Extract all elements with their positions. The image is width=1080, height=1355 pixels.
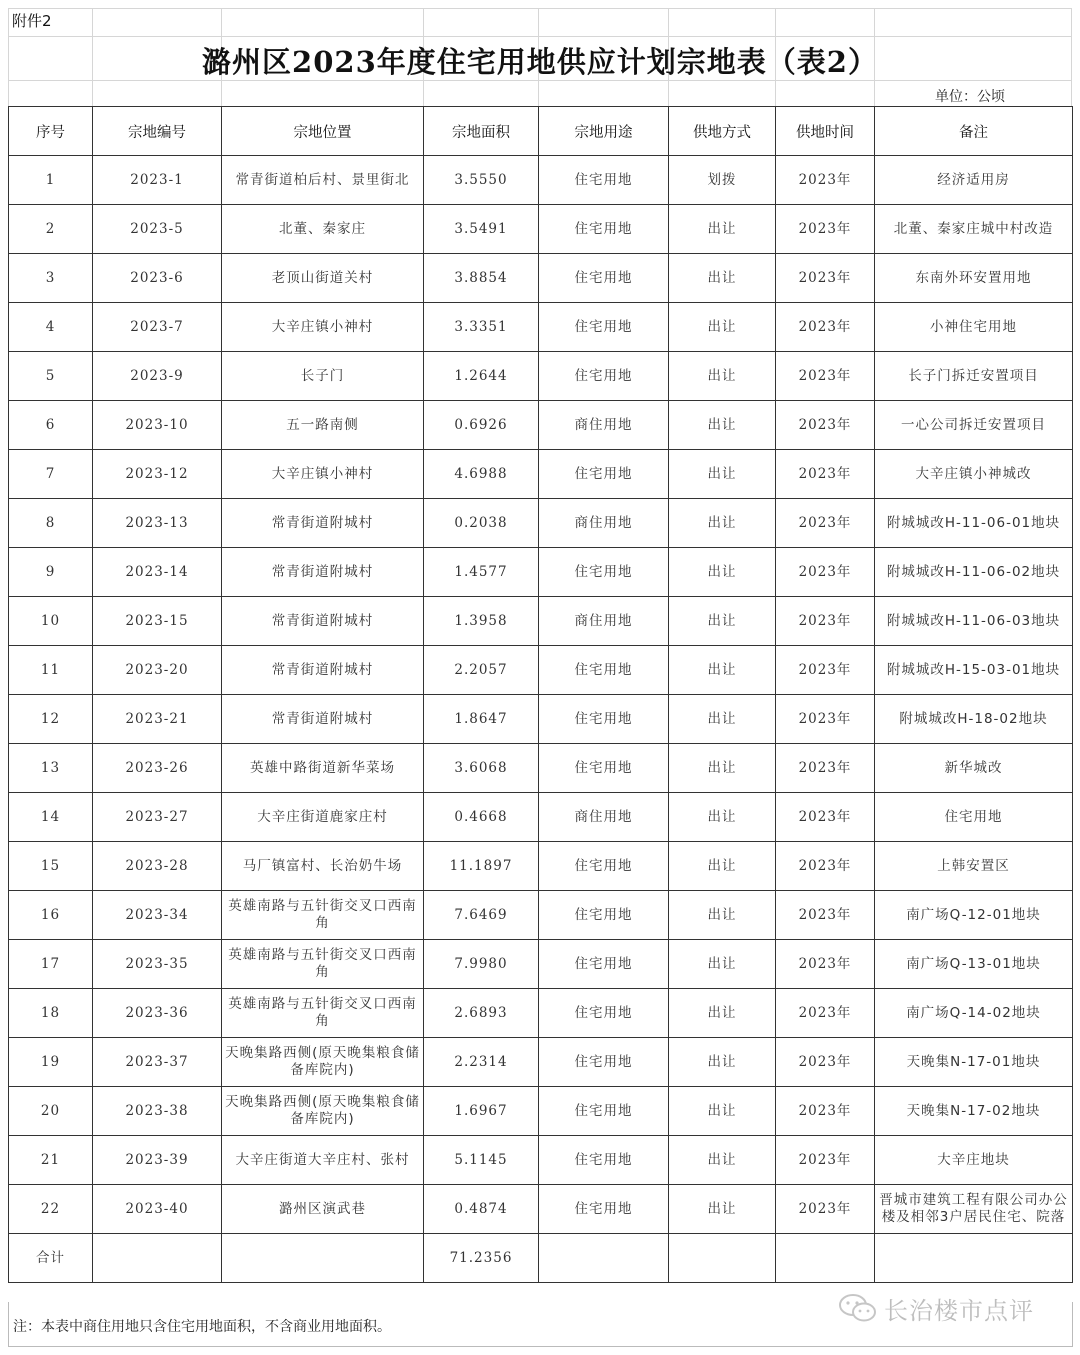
cell-area: 0.2038 [424,499,539,548]
cell-index: 10 [9,597,93,646]
cell-supply-time: 2023年 [776,548,875,597]
wechat-icon [838,1293,878,1323]
cell-parcel-id: 2023-15 [93,597,222,646]
cell-index: 4 [9,303,93,352]
cell-remarks: 经济适用房 [875,156,1073,205]
cell-supply-method: 出让 [669,1136,776,1185]
cell-index: 12 [9,695,93,744]
cell-location: 英雄南路与五针街交叉口西南角 [222,989,424,1038]
attachment-label: 附件2 [12,12,52,30]
cell-use: 住宅用地 [539,254,669,303]
cell-supply-method: 出让 [669,842,776,891]
cell-location: 常青街道附城村 [222,548,424,597]
cell-location: 常青街道附城村 [222,695,424,744]
table-row [9,597,1073,646]
total-row [9,1234,1073,1283]
cell-supply-time: 2023年 [776,499,875,548]
cell-supply-method: 出让 [669,597,776,646]
table-row [9,793,1073,842]
cell-index: 6 [9,401,93,450]
cell-location: 常青街道附城村 [222,499,424,548]
cell-area: 3.6068 [424,744,539,793]
cell-supply-method: 划拨 [669,156,776,205]
cell-area: 11.1897 [424,842,539,891]
total-empty-cell [669,1234,776,1283]
cell-parcel-id: 2023-1 [93,156,222,205]
cell-area: 7.6469 [424,891,539,940]
table-row [9,1136,1073,1185]
cell-remarks: 附城城改H-15-03-01地块 [875,646,1073,695]
cell-supply-time: 2023年 [776,450,875,499]
cell-parcel-id: 2023-35 [93,940,222,989]
cell-area: 1.3958 [424,597,539,646]
table-row [9,695,1073,744]
table-row [9,548,1073,597]
unit-label: 单位：公顷 [935,89,1005,105]
cell-supply-time: 2023年 [776,205,875,254]
cell-area: 1.2644 [424,352,539,401]
cell-location: 大辛庄镇小神村 [222,450,424,499]
cell-area: 0.4874 [424,1185,539,1234]
cell-supply-method: 出让 [669,793,776,842]
cell-location: 英雄南路与五针街交叉口西南角 [222,940,424,989]
cell-parcel-id: 2023-39 [93,1136,222,1185]
cell-remarks: 大辛庄镇小神城改 [875,450,1073,499]
cell-location: 天晚集路西侧(原天晚集粮食储备库院内) [222,1087,424,1136]
cell-area: 3.5550 [424,156,539,205]
cell-remarks: 南广场Q-12-01地块 [875,891,1073,940]
cell-supply-method: 出让 [669,1185,776,1234]
cell-location: 大辛庄街道大辛庄村、张村 [222,1136,424,1185]
cell-index: 15 [9,842,93,891]
table-row [9,1038,1073,1087]
cell-use: 住宅用地 [539,450,669,499]
cell-parcel-id: 2023-28 [93,842,222,891]
cell-location: 英雄中路街道新华菜场 [222,744,424,793]
cell-supply-method: 出让 [669,1087,776,1136]
table-row [9,940,1073,989]
cell-remarks: 晋城市建筑工程有限公司办公楼及相邻3户居民住宅、院落 [875,1185,1073,1234]
cell-supply-time: 2023年 [776,940,875,989]
cell-remarks: 附城城改H-11-06-01地块 [875,499,1073,548]
cell-remarks: 天晚集N-17-01地块 [875,1038,1073,1087]
cell-parcel-id: 2023-34 [93,891,222,940]
cell-location: 北董、秦家庄 [222,205,424,254]
cell-supply-time: 2023年 [776,401,875,450]
col-header-index: 序号 [9,107,93,156]
cell-use: 住宅用地 [539,1185,669,1234]
table-row [9,303,1073,352]
cell-location: 老顶山街道关村 [222,254,424,303]
cell-supply-method: 出让 [669,891,776,940]
cell-area: 3.8854 [424,254,539,303]
table-row [9,891,1073,940]
total-empty-cell [875,1234,1073,1283]
cell-area: 1.4577 [424,548,539,597]
col-header-parcel-id: 宗地编号 [93,107,222,156]
cell-area: 0.4668 [424,793,539,842]
cell-supply-method: 出让 [669,352,776,401]
cell-supply-method: 出让 [669,401,776,450]
cell-parcel-id: 2023-36 [93,989,222,1038]
cell-remarks: 附城城改H-11-06-03地块 [875,597,1073,646]
cell-location: 马厂镇富村、长治奶牛场 [222,842,424,891]
col-header-supply-time: 供地时间 [776,107,875,156]
cell-location: 常青街道附城村 [222,597,424,646]
cell-supply-method: 出让 [669,450,776,499]
table-row [9,254,1073,303]
cell-area: 3.5491 [424,205,539,254]
cell-use: 住宅用地 [539,891,669,940]
table-row [9,499,1073,548]
cell-parcel-id: 2023-14 [93,548,222,597]
total-empty-cell [93,1234,222,1283]
cell-supply-time: 2023年 [776,1038,875,1087]
cell-parcel-id: 2023-26 [93,744,222,793]
cell-remarks: 小神住宅用地 [875,303,1073,352]
header-row [9,107,1073,156]
cell-location: 常青街道附城村 [222,646,424,695]
watermark [838,1290,1034,1326]
cell-remarks: 南广场Q-14-02地块 [875,989,1073,1038]
cell-supply-method: 出让 [669,205,776,254]
cell-use: 住宅用地 [539,303,669,352]
table-row [9,352,1073,401]
cell-area: 1.8647 [424,695,539,744]
table-row [9,989,1073,1038]
cell-remarks: 北董、秦家庄城中村改造 [875,205,1073,254]
cell-area: 2.2057 [424,646,539,695]
cell-index: 16 [9,891,93,940]
cell-supply-time: 2023年 [776,989,875,1038]
cell-parcel-id: 2023-38 [93,1087,222,1136]
cell-use: 住宅用地 [539,1087,669,1136]
cell-location: 长子门 [222,352,424,401]
cell-remarks: 长子门拆迁安置项目 [875,352,1073,401]
cell-remarks: 天晚集N-17-02地块 [875,1087,1073,1136]
cell-supply-method: 出让 [669,254,776,303]
col-header-use: 宗地用途 [539,107,669,156]
table-row [9,1185,1073,1234]
cell-index: 3 [9,254,93,303]
cell-supply-time: 2023年 [776,254,875,303]
cell-supply-method: 出让 [669,1038,776,1087]
cell-use: 住宅用地 [539,646,669,695]
cell-use: 商住用地 [539,499,669,548]
cell-location: 大辛庄镇小神村 [222,303,424,352]
cell-parcel-id: 2023-21 [93,695,222,744]
cell-area: 2.6893 [424,989,539,1038]
cell-index: 14 [9,793,93,842]
col-header-location: 宗地位置 [222,107,424,156]
cell-parcel-id: 2023-27 [93,793,222,842]
cell-remarks: 大辛庄地块 [875,1136,1073,1185]
cell-supply-method: 出让 [669,989,776,1038]
total-empty-cell [776,1234,875,1283]
total-area: 71.2356 [424,1234,539,1283]
cell-index: 11 [9,646,93,695]
col-header-area: 宗地面积 [424,107,539,156]
cell-index: 5 [9,352,93,401]
cell-location: 五一路南侧 [222,401,424,450]
cell-supply-time: 2023年 [776,597,875,646]
cell-use: 住宅用地 [539,548,669,597]
cell-parcel-id: 2023-5 [93,205,222,254]
cell-parcel-id: 2023-20 [93,646,222,695]
cell-remarks: 住宅用地 [875,793,1073,842]
cell-use: 商住用地 [539,401,669,450]
table-body [9,156,1073,1234]
cell-parcel-id: 2023-40 [93,1185,222,1234]
cell-parcel-id: 2023-6 [93,254,222,303]
cell-index: 7 [9,450,93,499]
table-row [9,450,1073,499]
cell-area: 7.9980 [424,940,539,989]
cell-parcel-id: 2023-9 [93,352,222,401]
cell-parcel-id: 2023-13 [93,499,222,548]
cell-supply-time: 2023年 [776,646,875,695]
cell-supply-time: 2023年 [776,1087,875,1136]
land-supply-table [8,106,1073,1283]
table-row [9,842,1073,891]
page-title: 潞州区2023年度住宅用地供应计划宗地表（表2） [202,45,878,79]
cell-area: 4.6988 [424,450,539,499]
table-row [9,744,1073,793]
cell-supply-method: 出让 [669,548,776,597]
cell-remarks: 新华城改 [875,744,1073,793]
cell-use: 住宅用地 [539,352,669,401]
cell-area: 3.3351 [424,303,539,352]
cell-supply-time: 2023年 [776,842,875,891]
cell-parcel-id: 2023-7 [93,303,222,352]
col-header-remarks: 备注 [875,107,1073,156]
cell-supply-time: 2023年 [776,891,875,940]
table-row [9,1087,1073,1136]
cell-index: 18 [9,989,93,1038]
cell-use: 住宅用地 [539,1136,669,1185]
cell-area: 1.6967 [424,1087,539,1136]
cell-supply-time: 2023年 [776,1185,875,1234]
cell-supply-method: 出让 [669,940,776,989]
table-row [9,205,1073,254]
cell-use: 住宅用地 [539,744,669,793]
cell-supply-time: 2023年 [776,793,875,842]
footnote-text: 注：本表中商住用地只含住宅用地面积，不含商业用地面积。 [13,1319,391,1335]
cell-area: 5.1145 [424,1136,539,1185]
cell-use: 住宅用地 [539,842,669,891]
cell-index: 8 [9,499,93,548]
cell-supply-method: 出让 [669,646,776,695]
cell-supply-time: 2023年 [776,695,875,744]
cell-index: 21 [9,1136,93,1185]
cell-area: 0.6926 [424,401,539,450]
cell-use: 商住用地 [539,597,669,646]
cell-remarks: 附城城改H-18-02地块 [875,695,1073,744]
cell-remarks: 南广场Q-13-01地块 [875,940,1073,989]
cell-index: 17 [9,940,93,989]
table-row [9,646,1073,695]
cell-area: 2.2314 [424,1038,539,1087]
cell-supply-method: 出让 [669,303,776,352]
col-header-supply-method: 供地方式 [669,107,776,156]
cell-location: 天晚集路西侧(原天晚集粮食储备库院内) [222,1038,424,1087]
cell-index: 2 [9,205,93,254]
cell-supply-time: 2023年 [776,352,875,401]
cell-location: 大辛庄街道鹿家庄村 [222,793,424,842]
cell-location: 英雄南路与五针街交叉口西南角 [222,891,424,940]
total-label: 合计 [9,1234,93,1283]
cell-use: 住宅用地 [539,695,669,744]
cell-supply-method: 出让 [669,695,776,744]
cell-remarks: 附城城改H-11-06-02地块 [875,548,1073,597]
cell-use: 商住用地 [539,793,669,842]
cell-supply-method: 出让 [669,744,776,793]
cell-index: 20 [9,1087,93,1136]
cell-use: 住宅用地 [539,1038,669,1087]
cell-location: 常青街道柏后村、景里街北 [222,156,424,205]
total-empty-cell [539,1234,669,1283]
cell-index: 13 [9,744,93,793]
table-row [9,401,1073,450]
cell-index: 9 [9,548,93,597]
cell-supply-time: 2023年 [776,303,875,352]
table-row [9,156,1073,205]
cell-supply-method: 出让 [669,499,776,548]
cell-use: 住宅用地 [539,940,669,989]
cell-use: 住宅用地 [539,989,669,1038]
cell-index: 1 [9,156,93,205]
cell-supply-time: 2023年 [776,744,875,793]
cell-remarks: 东南外环安置用地 [875,254,1073,303]
cell-use: 住宅用地 [539,205,669,254]
cell-supply-time: 2023年 [776,156,875,205]
watermark-text: 长治楼市点评 [884,1296,1034,1325]
cell-parcel-id: 2023-12 [93,450,222,499]
cell-parcel-id: 2023-37 [93,1038,222,1087]
cell-index: 19 [9,1038,93,1087]
cell-index: 22 [9,1185,93,1234]
cell-location: 潞州区演武巷 [222,1185,424,1234]
cell-supply-time: 2023年 [776,1136,875,1185]
cell-remarks: 一心公司拆迁安置项目 [875,401,1073,450]
cell-parcel-id: 2023-10 [93,401,222,450]
cell-remarks: 上韩安置区 [875,842,1073,891]
total-empty-cell [222,1234,424,1283]
cell-use: 住宅用地 [539,156,669,205]
